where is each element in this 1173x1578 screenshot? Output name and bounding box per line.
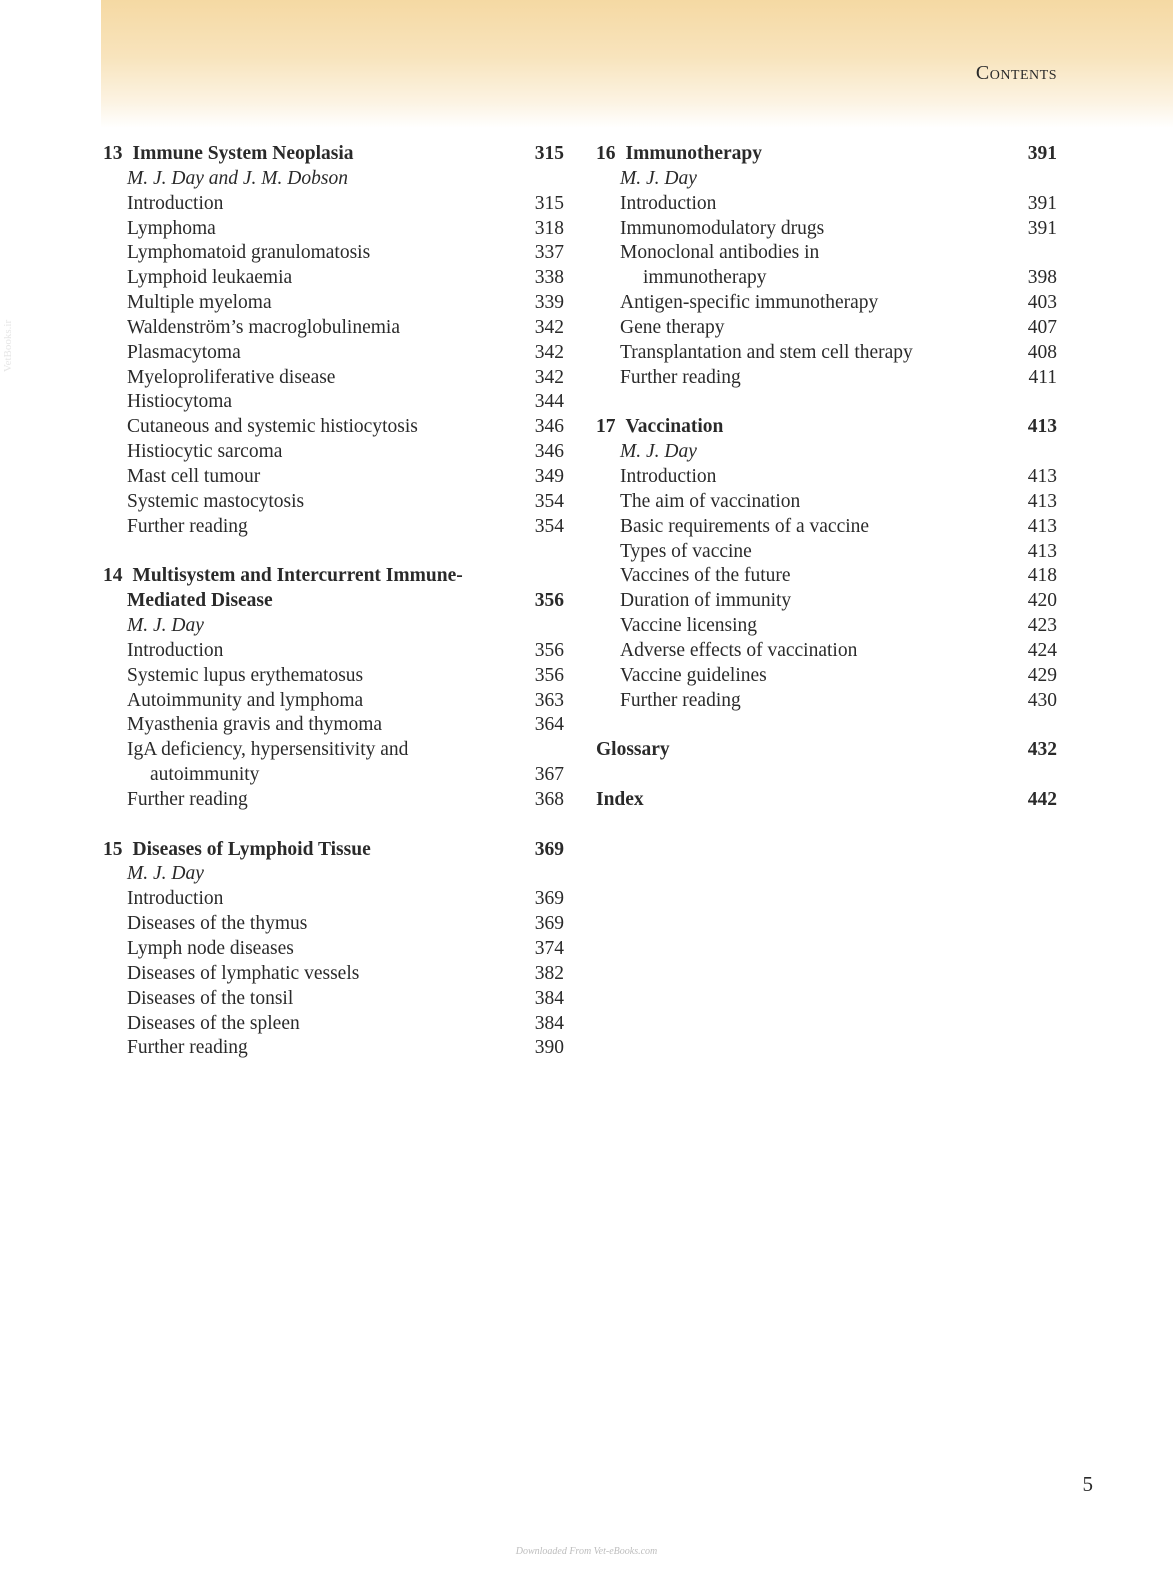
- entry-page: 391: [1027, 192, 1057, 214]
- entry-page: 418: [1027, 565, 1057, 587]
- toc-entry[interactable]: [103, 962, 564, 987]
- entry-page: 342: [534, 316, 564, 338]
- entry-page: 342: [534, 366, 564, 388]
- entry-title: Adverse effects of vaccination: [620, 639, 858, 661]
- entry-title: Autoimmunity and lymphoma: [127, 689, 364, 711]
- toc-entry-wrapped-line1[interactable]: IgA deficiency, hypersensitivity and: [127, 739, 409, 761]
- entry-page: 354: [534, 515, 564, 537]
- entry-title: Further reading: [620, 689, 741, 711]
- glossary-title: Glossary: [596, 739, 670, 761]
- chapter-number: 13: [103, 143, 123, 164]
- entry-page: 424: [1027, 639, 1057, 661]
- entry-title: Multiple myeloma: [127, 292, 272, 314]
- toc-entry-wrapped-line1[interactable]: Monoclonal antibodies in: [620, 242, 820, 264]
- entry-title: Vaccine guidelines: [620, 664, 767, 686]
- entry-page: 413: [1027, 490, 1057, 512]
- entry-page: 318: [534, 217, 564, 239]
- chapter-page: 356: [534, 590, 564, 612]
- entry-title: Plasmacytoma: [127, 341, 241, 363]
- toc-entry[interactable]: [103, 440, 564, 465]
- toc-entry[interactable]: [103, 415, 564, 440]
- toc-entry[interactable]: [103, 639, 564, 664]
- entry-title: Basic requirements of a vaccine: [620, 515, 870, 537]
- chapter-authors: M. J. Day: [620, 441, 697, 463]
- chapter-title: Vaccination: [625, 416, 724, 438]
- entry-title: Lymphoma: [127, 217, 216, 239]
- entry-title: Immunomodulatory drugs: [620, 217, 825, 239]
- entry-page: 368: [534, 788, 564, 810]
- toc-entry[interactable]: [596, 192, 1057, 217]
- toc-entry[interactable]: [596, 341, 1057, 366]
- chapter-title: Diseases of Lymphoid Tissue: [132, 838, 371, 860]
- entry-page: 413: [1027, 515, 1057, 537]
- glossary-entry[interactable]: [596, 738, 1057, 763]
- toc-entry[interactable]: [596, 217, 1057, 242]
- entry-page: 338: [534, 267, 564, 289]
- entry-page: 413: [1027, 540, 1057, 562]
- chapter-number: 14: [103, 565, 123, 587]
- entry-title: Cutaneous and systemic histiocytosis: [127, 416, 418, 438]
- toc-entry[interactable]: [103, 515, 564, 540]
- entry-title: Further reading: [127, 788, 248, 810]
- entry-title: Introduction: [127, 192, 224, 214]
- toc-entry[interactable]: [103, 689, 564, 714]
- toc-entry[interactable]: [103, 390, 564, 415]
- chapter-heading-14-line1[interactable]: [103, 564, 564, 589]
- toc-entry[interactable]: [103, 490, 564, 515]
- chapter-heading-16[interactable]: [596, 142, 1057, 167]
- entry-page: 391: [1027, 217, 1057, 239]
- chapter-heading-15[interactable]: [103, 838, 564, 863]
- entry-page: 369: [534, 888, 564, 910]
- entry-page: 337: [534, 242, 564, 264]
- chapter-page: 391: [1027, 143, 1057, 164]
- toc-entry[interactable]: [596, 564, 1057, 589]
- entry-title: Diseases of the tonsil: [127, 987, 294, 1009]
- entry-page: 390: [534, 1037, 564, 1059]
- toc-entry[interactable]: [596, 589, 1057, 614]
- toc-entry[interactable]: [596, 515, 1057, 540]
- chapter-page: 315: [534, 143, 564, 164]
- entry-title: Vaccine licensing: [620, 615, 757, 637]
- chapter-number: 15: [103, 838, 123, 860]
- running-head: Contents: [975, 62, 1057, 84]
- index-page: 442: [1027, 788, 1057, 810]
- toc-entry[interactable]: [103, 788, 564, 813]
- entry-page: 346: [534, 416, 564, 438]
- entry-title: The aim of vaccination: [620, 490, 801, 512]
- entry-title: Histiocytic sarcoma: [127, 441, 283, 463]
- toc-entry[interactable]: [103, 291, 564, 316]
- entry-title: Introduction: [127, 639, 224, 661]
- entry-title: Lymphoid leukaemia: [127, 267, 293, 289]
- entry-title: Diseases of the spleen: [127, 1012, 300, 1034]
- spacer: [596, 763, 1057, 788]
- toc-entry[interactable]: [103, 465, 564, 490]
- entry-page: 346: [534, 441, 564, 463]
- toc-left-column: [103, 142, 564, 1061]
- toc-entry[interactable]: [596, 639, 1057, 664]
- entry-title: Introduction: [620, 192, 717, 214]
- entry-page: 384: [534, 987, 564, 1009]
- entry-title: Histiocytoma: [127, 391, 233, 413]
- toc-entry[interactable]: [596, 689, 1057, 714]
- chapter-number: 16: [596, 143, 616, 164]
- footer-note: Downloaded From Vet-eBooks.com: [515, 1546, 658, 1557]
- toc-entry-wrapped-line2[interactable]: immunotherapy 398: [596, 266, 1057, 291]
- entry-page: 429: [1027, 664, 1057, 686]
- toc-entry[interactable]: [596, 465, 1057, 490]
- entry-title: Waldenström’s macroglobulinemia: [127, 316, 400, 338]
- toc-entry[interactable]: [103, 341, 564, 366]
- chapter-authors: M. J. Day: [127, 863, 204, 885]
- toc-entry[interactable]: [596, 366, 1057, 391]
- entry-page: 344: [534, 391, 564, 413]
- chapter-number: 17: [596, 416, 616, 438]
- toc-entry[interactable]: [103, 1012, 564, 1037]
- entry-title: Further reading: [620, 366, 741, 388]
- spacer: [596, 713, 1057, 738]
- chapter-authors: M. J. Day: [620, 167, 697, 189]
- entry-page: 398: [1027, 267, 1057, 289]
- chapter-14-entries: [103, 639, 564, 738]
- entry-title: Lymphomatoid granulomatosis: [127, 242, 371, 264]
- entry-title: Gene therapy: [620, 316, 725, 338]
- chapter-title-continued: Mediated Disease: [127, 590, 273, 612]
- entry-title: Vaccines of the future: [620, 565, 791, 587]
- entry-page: 403: [1027, 292, 1057, 314]
- toc-entry[interactable]: [596, 490, 1057, 515]
- entry-page: 363: [534, 689, 564, 711]
- index-title: Index: [596, 788, 644, 810]
- toc-entry[interactable]: [103, 241, 564, 266]
- entry-title: Lymph node diseases: [127, 938, 294, 959]
- spacer: [103, 813, 564, 838]
- toc-entry[interactable]: [103, 713, 564, 738]
- toc-entry[interactable]: [596, 291, 1057, 316]
- toc-entry[interactable]: [103, 937, 564, 962]
- toc-entry[interactable]: [103, 987, 564, 1012]
- toc-entry[interactable]: [103, 664, 564, 689]
- chapter-authors: M. J. Day and J. M. Dobson: [127, 167, 348, 189]
- entry-page: 315: [534, 192, 564, 214]
- toc-entry[interactable]: [103, 192, 564, 217]
- entry-title: Antigen-specific immunotherapy: [620, 292, 879, 314]
- chapter-page: 369: [534, 838, 564, 860]
- chapter-authors: M. J. Day: [127, 615, 204, 637]
- toc-entry-wrapped-line2[interactable]: autoimmunity 367: [103, 763, 564, 788]
- toc-entry[interactable]: [103, 366, 564, 391]
- entry-page: 382: [534, 962, 564, 984]
- entry-page: 339: [534, 292, 564, 314]
- entry-title: Diseases of the thymus: [127, 913, 308, 935]
- entry-page: 411: [1028, 366, 1057, 388]
- entry-title: Further reading: [127, 1037, 248, 1059]
- toc-entry[interactable]: [103, 266, 564, 291]
- spacer: [596, 390, 1057, 415]
- entry-title: Systemic mastocytosis: [127, 490, 305, 512]
- spacer: [103, 540, 564, 565]
- chapter-13-entries: [103, 192, 564, 540]
- entry-title: Transplantation and stem cell therapy: [620, 341, 913, 363]
- entry-page: 342: [534, 341, 564, 363]
- entry-page: 423: [1027, 615, 1057, 637]
- toc-entry[interactable]: [103, 1036, 564, 1061]
- entry-title: Types of vaccine: [620, 540, 752, 562]
- toc-right-column: [596, 142, 1057, 813]
- entry-page: 356: [534, 664, 564, 686]
- chapter-heading-13[interactable]: [103, 142, 564, 167]
- chapter-title: Immune System Neoplasia: [132, 143, 354, 164]
- index-entry[interactable]: [596, 788, 1057, 813]
- toc-entry[interactable]: [596, 614, 1057, 639]
- entry-page: 420: [1027, 590, 1057, 612]
- toc-entry[interactable]: [103, 887, 564, 912]
- entry-page: 384: [534, 1012, 564, 1034]
- entry-page: 374: [534, 938, 564, 959]
- entry-page: 430: [1027, 689, 1057, 711]
- entry-title: Introduction: [127, 888, 224, 910]
- entry-title: Myeloproliferative disease: [127, 366, 336, 388]
- entry-title: Myasthenia gravis and thymoma: [127, 714, 383, 736]
- toc-entry[interactable]: [103, 217, 564, 242]
- entry-title: Duration of immunity: [620, 590, 792, 612]
- entry-title: Further reading: [127, 515, 248, 537]
- chapter-page: 413: [1027, 416, 1057, 438]
- toc-entry[interactable]: [596, 664, 1057, 689]
- toc-entry[interactable]: [596, 316, 1057, 341]
- entry-page: 408: [1027, 341, 1057, 363]
- chapter-title: Immunotherapy: [625, 143, 763, 164]
- chapter-16-entries-continued: [596, 291, 1057, 390]
- chapter-heading-14-line2[interactable]: [103, 589, 564, 614]
- entry-page: 356: [534, 639, 564, 661]
- entry-title: Mast cell tumour: [127, 465, 261, 487]
- entry-page: 369: [534, 913, 564, 935]
- entry-page: 407: [1027, 316, 1057, 338]
- toc-entry[interactable]: [103, 912, 564, 937]
- chapter-title: Multisystem and Intercurrent Immune-: [132, 565, 463, 587]
- entry-page: 413: [1027, 465, 1057, 487]
- chapter-heading-17[interactable]: [596, 415, 1057, 440]
- chapter-15-entries: [103, 887, 564, 1061]
- page-number: 5: [1082, 1472, 1093, 1496]
- entry-page: 367: [534, 764, 564, 786]
- toc-entry[interactable]: [596, 540, 1057, 565]
- toc-entry[interactable]: [103, 316, 564, 341]
- side-watermark: VetBooks.ir: [2, 319, 15, 373]
- chapter-17-entries: [596, 465, 1057, 713]
- chapter-16-entries: [596, 192, 1057, 242]
- entry-page: 354: [534, 490, 564, 512]
- entry-page: 349: [534, 465, 564, 487]
- entry-title: Diseases of lymphatic vessels: [127, 962, 360, 984]
- entry-title: Systemic lupus erythematosus: [127, 664, 364, 686]
- entry-title: Introduction: [620, 465, 717, 487]
- glossary-page: 432: [1027, 739, 1057, 761]
- entry-page: 364: [534, 714, 564, 736]
